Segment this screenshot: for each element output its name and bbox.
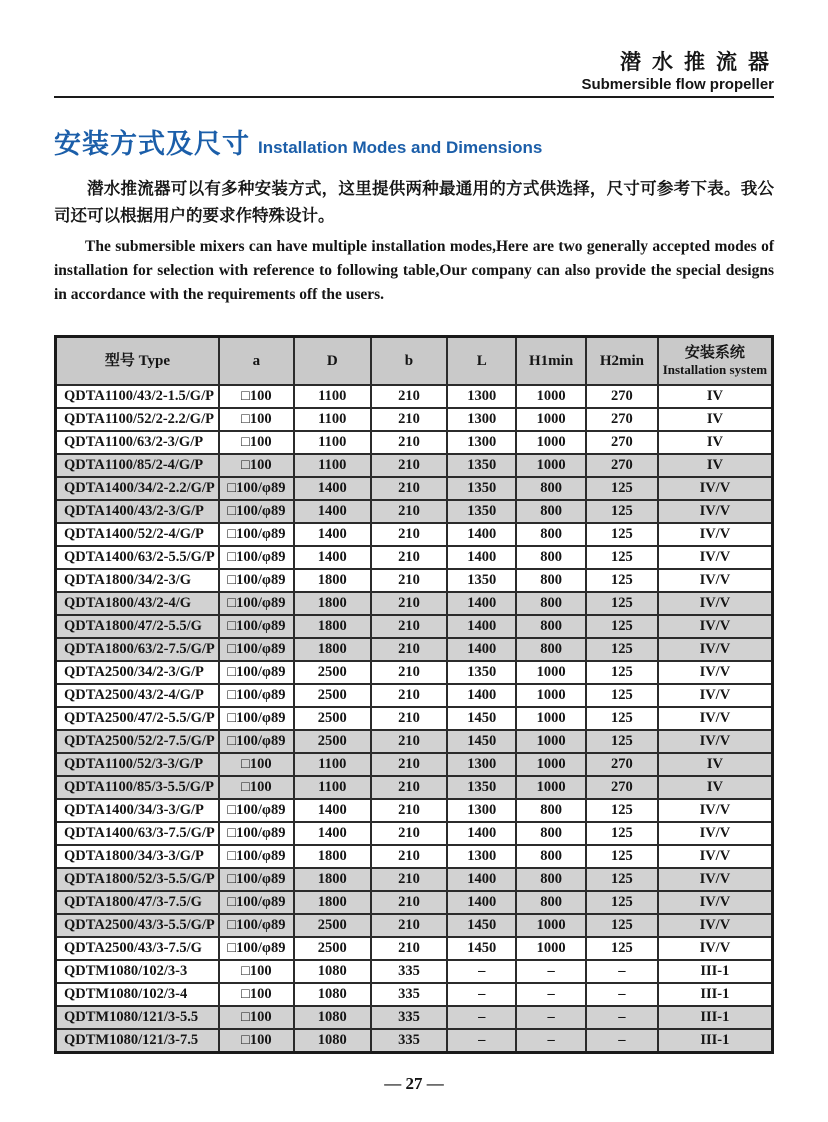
cell-value: 125	[586, 546, 658, 569]
cell-value: 210	[371, 684, 448, 707]
cell-value: 1400	[294, 523, 371, 546]
cell-value: 1400	[447, 891, 516, 914]
page-footer	[54, 1074, 774, 1094]
table-row	[56, 822, 773, 845]
cell-value: 1000	[516, 684, 586, 707]
cell-type: QDTA1100/63/2-3/G/P	[56, 431, 219, 454]
cell-value: III-1	[658, 1006, 773, 1029]
cell-value: 125	[586, 822, 658, 845]
cell-value: 210	[371, 776, 448, 799]
cell-type: QDTM1080/121/3-5.5	[56, 1006, 219, 1029]
table-row	[56, 592, 773, 615]
cell-value: 210	[371, 937, 448, 960]
cell-value: 125	[586, 914, 658, 937]
cell-type: QDTA1400/63/3-7.5/G/P	[56, 822, 219, 845]
cell-value: 1450	[447, 937, 516, 960]
table-row	[56, 431, 773, 454]
cell-value: 2500	[294, 707, 371, 730]
cell-value: 2500	[294, 661, 371, 684]
cell-type: QDTA2500/52/2-7.5/G/P	[56, 730, 219, 753]
cell-value: IV	[658, 385, 773, 408]
cell-value: □100	[219, 960, 294, 983]
cell-value: □100	[219, 776, 294, 799]
cell-value: 125	[586, 615, 658, 638]
cell-type: QDTM1080/121/3-7.5	[56, 1029, 219, 1053]
cell-value: 800	[516, 638, 586, 661]
cell-type: QDTA1400/34/3-3/G/P	[56, 799, 219, 822]
cell-value: □100	[219, 983, 294, 1006]
cell-value: IV/V	[658, 592, 773, 615]
cell-value: 1400	[294, 799, 371, 822]
cell-value: 1350	[447, 477, 516, 500]
cell-value: 800	[516, 500, 586, 523]
cell-value: □100/φ89	[219, 891, 294, 914]
cell-value: □100/φ89	[219, 845, 294, 868]
cell-value: 1400	[447, 684, 516, 707]
cell-value: 210	[371, 477, 448, 500]
cell-value: □100	[219, 431, 294, 454]
cell-value: 1000	[516, 914, 586, 937]
table-row	[56, 684, 773, 707]
table-row	[56, 776, 773, 799]
cell-value: 1800	[294, 845, 371, 868]
table-row	[56, 914, 773, 937]
cell-value: 800	[516, 477, 586, 500]
cell-value: 1400	[447, 615, 516, 638]
cell-value: 210	[371, 385, 448, 408]
cell-value: 270	[586, 408, 658, 431]
table-row	[56, 868, 773, 891]
cell-value: IV/V	[658, 845, 773, 868]
cell-value: 2500	[294, 730, 371, 753]
cell-value: □100	[219, 454, 294, 477]
cell-value: IV/V	[658, 891, 773, 914]
cell-type: QDTA1100/43/2-1.5/G/P	[56, 385, 219, 408]
cell-value: 1300	[447, 799, 516, 822]
cell-value: □100/φ89	[219, 500, 294, 523]
cell-type: QDTA2500/47/2-5.5/G/P	[56, 707, 219, 730]
cell-value: 210	[371, 914, 448, 937]
table-row	[56, 408, 773, 431]
table-body	[56, 385, 773, 1053]
cell-value: 1800	[294, 891, 371, 914]
cell-value: 1400	[447, 592, 516, 615]
cell-value: 210	[371, 638, 448, 661]
cell-value: □100/φ89	[219, 707, 294, 730]
cell-value: IV/V	[658, 730, 773, 753]
cell-type: QDTA1100/85/2-4/G/P	[56, 454, 219, 477]
table-row	[56, 546, 773, 569]
cell-type: QDTA1800/47/2-5.5/G	[56, 615, 219, 638]
cell-value: 125	[586, 592, 658, 615]
cell-value: IV/V	[658, 914, 773, 937]
table-row	[56, 615, 773, 638]
cell-value: 1400	[294, 477, 371, 500]
dimensions-table	[54, 335, 774, 1054]
cell-value: 210	[371, 431, 448, 454]
cell-value: IV/V	[658, 523, 773, 546]
cell-value: IV/V	[658, 822, 773, 845]
cell-value: 1800	[294, 592, 371, 615]
table-row	[56, 983, 773, 1006]
table-row	[56, 753, 773, 776]
cell-value: 1350	[447, 500, 516, 523]
cell-value: 1400	[294, 546, 371, 569]
cell-value: 210	[371, 753, 448, 776]
section-title-cn: 安装方式及尺寸	[54, 129, 250, 159]
cell-value: 210	[371, 500, 448, 523]
cell-value: 125	[586, 661, 658, 684]
cell-value: □100	[219, 408, 294, 431]
cell-value: 210	[371, 569, 448, 592]
cell-value: □100	[219, 1029, 294, 1053]
cell-value: 1100	[294, 385, 371, 408]
table-row	[56, 707, 773, 730]
cell-value: IV/V	[658, 546, 773, 569]
cell-value: 1000	[516, 454, 586, 477]
cell-value: 800	[516, 822, 586, 845]
table-row	[56, 1029, 773, 1053]
cell-value: 800	[516, 523, 586, 546]
cell-value: 1800	[294, 569, 371, 592]
cell-type: QDTA1800/43/2-4/G	[56, 592, 219, 615]
cell-value: 1080	[294, 1006, 371, 1029]
column-header: a	[219, 337, 294, 386]
cell-value: 1100	[294, 454, 371, 477]
cell-value: □100/φ89	[219, 546, 294, 569]
cell-value: 1000	[516, 753, 586, 776]
cell-value: 2500	[294, 937, 371, 960]
cell-type: QDTM1080/102/3-3	[56, 960, 219, 983]
cell-value: □100/φ89	[219, 661, 294, 684]
cell-value: 125	[586, 868, 658, 891]
cell-value: 800	[516, 569, 586, 592]
cell-type: QDTA2500/43/3-7.5/G	[56, 937, 219, 960]
cell-value: 125	[586, 523, 658, 546]
cell-value: 1800	[294, 638, 371, 661]
cell-value: 335	[371, 1006, 448, 1029]
cell-value: 1000	[516, 707, 586, 730]
table-header	[56, 337, 773, 386]
cell-value: 1080	[294, 983, 371, 1006]
cell-value: □100/φ89	[219, 638, 294, 661]
table-row	[56, 937, 773, 960]
cell-value: 210	[371, 546, 448, 569]
table-row	[56, 569, 773, 592]
cell-value: 1000	[516, 937, 586, 960]
cell-value: III-1	[658, 983, 773, 1006]
cell-value: □100/φ89	[219, 914, 294, 937]
cell-value: IV/V	[658, 500, 773, 523]
cell-type: QDTA1100/52/3-3/G/P	[56, 753, 219, 776]
table-row	[56, 845, 773, 868]
cell-value: 335	[371, 960, 448, 983]
cell-value: □100/φ89	[219, 592, 294, 615]
cell-value: –	[516, 983, 586, 1006]
cell-value: 1000	[516, 408, 586, 431]
cell-value: 1350	[447, 454, 516, 477]
cell-type: QDTM1080/102/3-4	[56, 983, 219, 1006]
cell-value: 1300	[447, 845, 516, 868]
cell-value: 800	[516, 891, 586, 914]
table-row	[56, 638, 773, 661]
cell-value: IV	[658, 776, 773, 799]
cell-value: 1100	[294, 753, 371, 776]
cell-value: 1450	[447, 914, 516, 937]
cell-value: 210	[371, 799, 448, 822]
cell-value: 1400	[447, 546, 516, 569]
cell-value: □100/φ89	[219, 868, 294, 891]
cell-value: 1000	[516, 730, 586, 753]
cell-value: □100/φ89	[219, 477, 294, 500]
cell-value: □100/φ89	[219, 569, 294, 592]
table-row	[56, 477, 773, 500]
cell-value: 270	[586, 431, 658, 454]
cell-value: 800	[516, 845, 586, 868]
cell-value: 1000	[516, 385, 586, 408]
cell-type: QDTA1800/52/3-5.5/G/P	[56, 868, 219, 891]
cell-value: IV	[658, 408, 773, 431]
cell-value: 210	[371, 408, 448, 431]
cell-value: IV/V	[658, 868, 773, 891]
cell-value: 210	[371, 845, 448, 868]
table-row	[56, 891, 773, 914]
cell-value: 1300	[447, 753, 516, 776]
cell-value: 125	[586, 730, 658, 753]
cell-value: □100	[219, 385, 294, 408]
cell-value: 1080	[294, 960, 371, 983]
cell-value: –	[447, 960, 516, 983]
cell-value: 270	[586, 776, 658, 799]
table-header-row	[56, 337, 773, 386]
cell-value: 210	[371, 707, 448, 730]
cell-value: 2500	[294, 914, 371, 937]
cell-value: □100/φ89	[219, 822, 294, 845]
cell-value: 1100	[294, 776, 371, 799]
cell-type: QDTA1800/47/3-7.5/G	[56, 891, 219, 914]
cell-value: 800	[516, 799, 586, 822]
cell-type: QDTA1400/43/2-3/G/P	[56, 500, 219, 523]
cell-value: 1400	[447, 822, 516, 845]
cell-value: □100/φ89	[219, 684, 294, 707]
cell-type: QDTA1100/52/2-2.2/G/P	[56, 408, 219, 431]
cell-value: 1000	[516, 661, 586, 684]
cell-value: IV/V	[658, 477, 773, 500]
cell-value: IV	[658, 431, 773, 454]
cell-value: 1000	[516, 776, 586, 799]
cell-value: 270	[586, 753, 658, 776]
cell-type: QDTA1100/85/3-5.5/G/P	[56, 776, 219, 799]
cell-value: III-1	[658, 960, 773, 983]
cell-value: 210	[371, 822, 448, 845]
cell-value: 210	[371, 891, 448, 914]
cell-value: –	[586, 1029, 658, 1053]
cell-value: 125	[586, 799, 658, 822]
column-header: 型号 Type	[56, 337, 219, 386]
cell-value: IV	[658, 454, 773, 477]
column-header: H2min	[586, 337, 658, 386]
cell-value: 800	[516, 592, 586, 615]
table-row	[56, 960, 773, 983]
cell-value: –	[447, 983, 516, 1006]
cell-value: 335	[371, 1029, 448, 1053]
cell-value: 125	[586, 845, 658, 868]
cell-value: 1400	[294, 822, 371, 845]
table-row	[56, 730, 773, 753]
cell-value: 1450	[447, 730, 516, 753]
cell-value: –	[516, 960, 586, 983]
header-divider	[54, 96, 774, 98]
cell-value: IV/V	[658, 937, 773, 960]
cell-value: 125	[586, 707, 658, 730]
cell-type: QDTA2500/43/2-4/G/P	[56, 684, 219, 707]
cell-value: 1800	[294, 615, 371, 638]
cell-value: 125	[586, 569, 658, 592]
table-row	[56, 454, 773, 477]
cell-value: 1300	[447, 431, 516, 454]
cell-value: 270	[586, 385, 658, 408]
cell-value: 1100	[294, 431, 371, 454]
cell-value: IV/V	[658, 569, 773, 592]
cell-value: –	[586, 983, 658, 1006]
section-title-en: Installation Modes and Dimensions	[258, 138, 543, 157]
page-number: — 27 —	[384, 1074, 444, 1093]
cell-value: □100	[219, 753, 294, 776]
intro-paragraph-en: The submersible mixers can have multiple installation modes,Here are two generally accepted modes of installation for selection with reference to following table,Our company can also provide the special designs in accordance with the requirements off the users.	[54, 238, 774, 303]
cell-value: □100/φ89	[219, 523, 294, 546]
cell-type: QDTA2500/43/3-5.5/G/P	[56, 914, 219, 937]
cell-value: 210	[371, 454, 448, 477]
table-row	[56, 661, 773, 684]
cell-value: 125	[586, 937, 658, 960]
cell-value: 1400	[447, 868, 516, 891]
cell-value: 1080	[294, 1029, 371, 1053]
column-header: b	[371, 337, 448, 386]
cell-value: 125	[586, 500, 658, 523]
cell-value: 210	[371, 523, 448, 546]
cell-value: 125	[586, 684, 658, 707]
brand-title-cn: 潜水推流器	[620, 50, 780, 74]
running-header	[54, 0, 780, 98]
cell-type: QDTA1400/34/2-2.2/G/P	[56, 477, 219, 500]
cell-value: 1100	[294, 408, 371, 431]
cell-value: –	[516, 1006, 586, 1029]
cell-value: 210	[371, 868, 448, 891]
cell-value: IV/V	[658, 707, 773, 730]
cell-value: IV	[658, 753, 773, 776]
table-row	[56, 799, 773, 822]
cell-type: QDTA1800/63/2-7.5/G/P	[56, 638, 219, 661]
cell-value: 1300	[447, 385, 516, 408]
cell-value: 1300	[447, 408, 516, 431]
cell-value: IV/V	[658, 684, 773, 707]
cell-value: III-1	[658, 1029, 773, 1053]
cell-value: 335	[371, 983, 448, 1006]
cell-value: 210	[371, 592, 448, 615]
cell-value: 210	[371, 661, 448, 684]
column-header: 安装系统 Installation system	[658, 337, 773, 386]
cell-type: QDTA2500/34/2-3/G/P	[56, 661, 219, 684]
cell-value: 1350	[447, 776, 516, 799]
cell-type: QDTA1800/34/3-3/G/P	[56, 845, 219, 868]
cell-value: IV/V	[658, 638, 773, 661]
cell-value: IV/V	[658, 615, 773, 638]
cell-value: –	[447, 1006, 516, 1029]
cell-value: □100/φ89	[219, 937, 294, 960]
cell-value: 1450	[447, 707, 516, 730]
cell-value: 210	[371, 730, 448, 753]
section-title	[54, 122, 774, 161]
table-row	[56, 385, 773, 408]
cell-value: –	[586, 1006, 658, 1029]
column-header: H1min	[516, 337, 586, 386]
cell-value: 125	[586, 891, 658, 914]
cell-value: 1350	[447, 569, 516, 592]
cell-value: □100/φ89	[219, 615, 294, 638]
cell-value: 125	[586, 638, 658, 661]
cell-value: –	[516, 1029, 586, 1053]
cell-type: QDTA1400/52/2-4/G/P	[56, 523, 219, 546]
cell-type: QDTA1800/34/2-3/G	[56, 569, 219, 592]
table-row	[56, 500, 773, 523]
cell-value: □100/φ89	[219, 730, 294, 753]
cell-value: □100	[219, 1006, 294, 1029]
cell-value: 1400	[447, 638, 516, 661]
column-header: D	[294, 337, 371, 386]
cell-value: 800	[516, 615, 586, 638]
cell-value: 2500	[294, 684, 371, 707]
cell-value: 270	[586, 454, 658, 477]
cell-value: 1000	[516, 431, 586, 454]
intro-paragraph-cn: 潜水推流器可以有多种安装方式，这里提供两种最通用的方式供选择，尺寸可参考下表。我公司还可以根据用户的要求作特殊设计。	[54, 179, 774, 225]
cell-value: IV/V	[658, 799, 773, 822]
cell-value: –	[586, 960, 658, 983]
cell-value: IV/V	[658, 661, 773, 684]
cell-type: QDTA1400/63/2-5.5/G/P	[56, 546, 219, 569]
table-row	[56, 1006, 773, 1029]
brand-title-en: Submersible flow propeller	[581, 76, 774, 93]
table-row	[56, 523, 773, 546]
cell-value: –	[447, 1029, 516, 1053]
cell-value: 800	[516, 868, 586, 891]
cell-value: 1350	[447, 661, 516, 684]
cell-value: 800	[516, 546, 586, 569]
cell-value: □100/φ89	[219, 799, 294, 822]
cell-value: 1400	[294, 500, 371, 523]
cell-value: 125	[586, 477, 658, 500]
cell-value: 210	[371, 615, 448, 638]
cell-value: 1800	[294, 868, 371, 891]
column-header: L	[447, 337, 516, 386]
cell-value: 1400	[447, 523, 516, 546]
